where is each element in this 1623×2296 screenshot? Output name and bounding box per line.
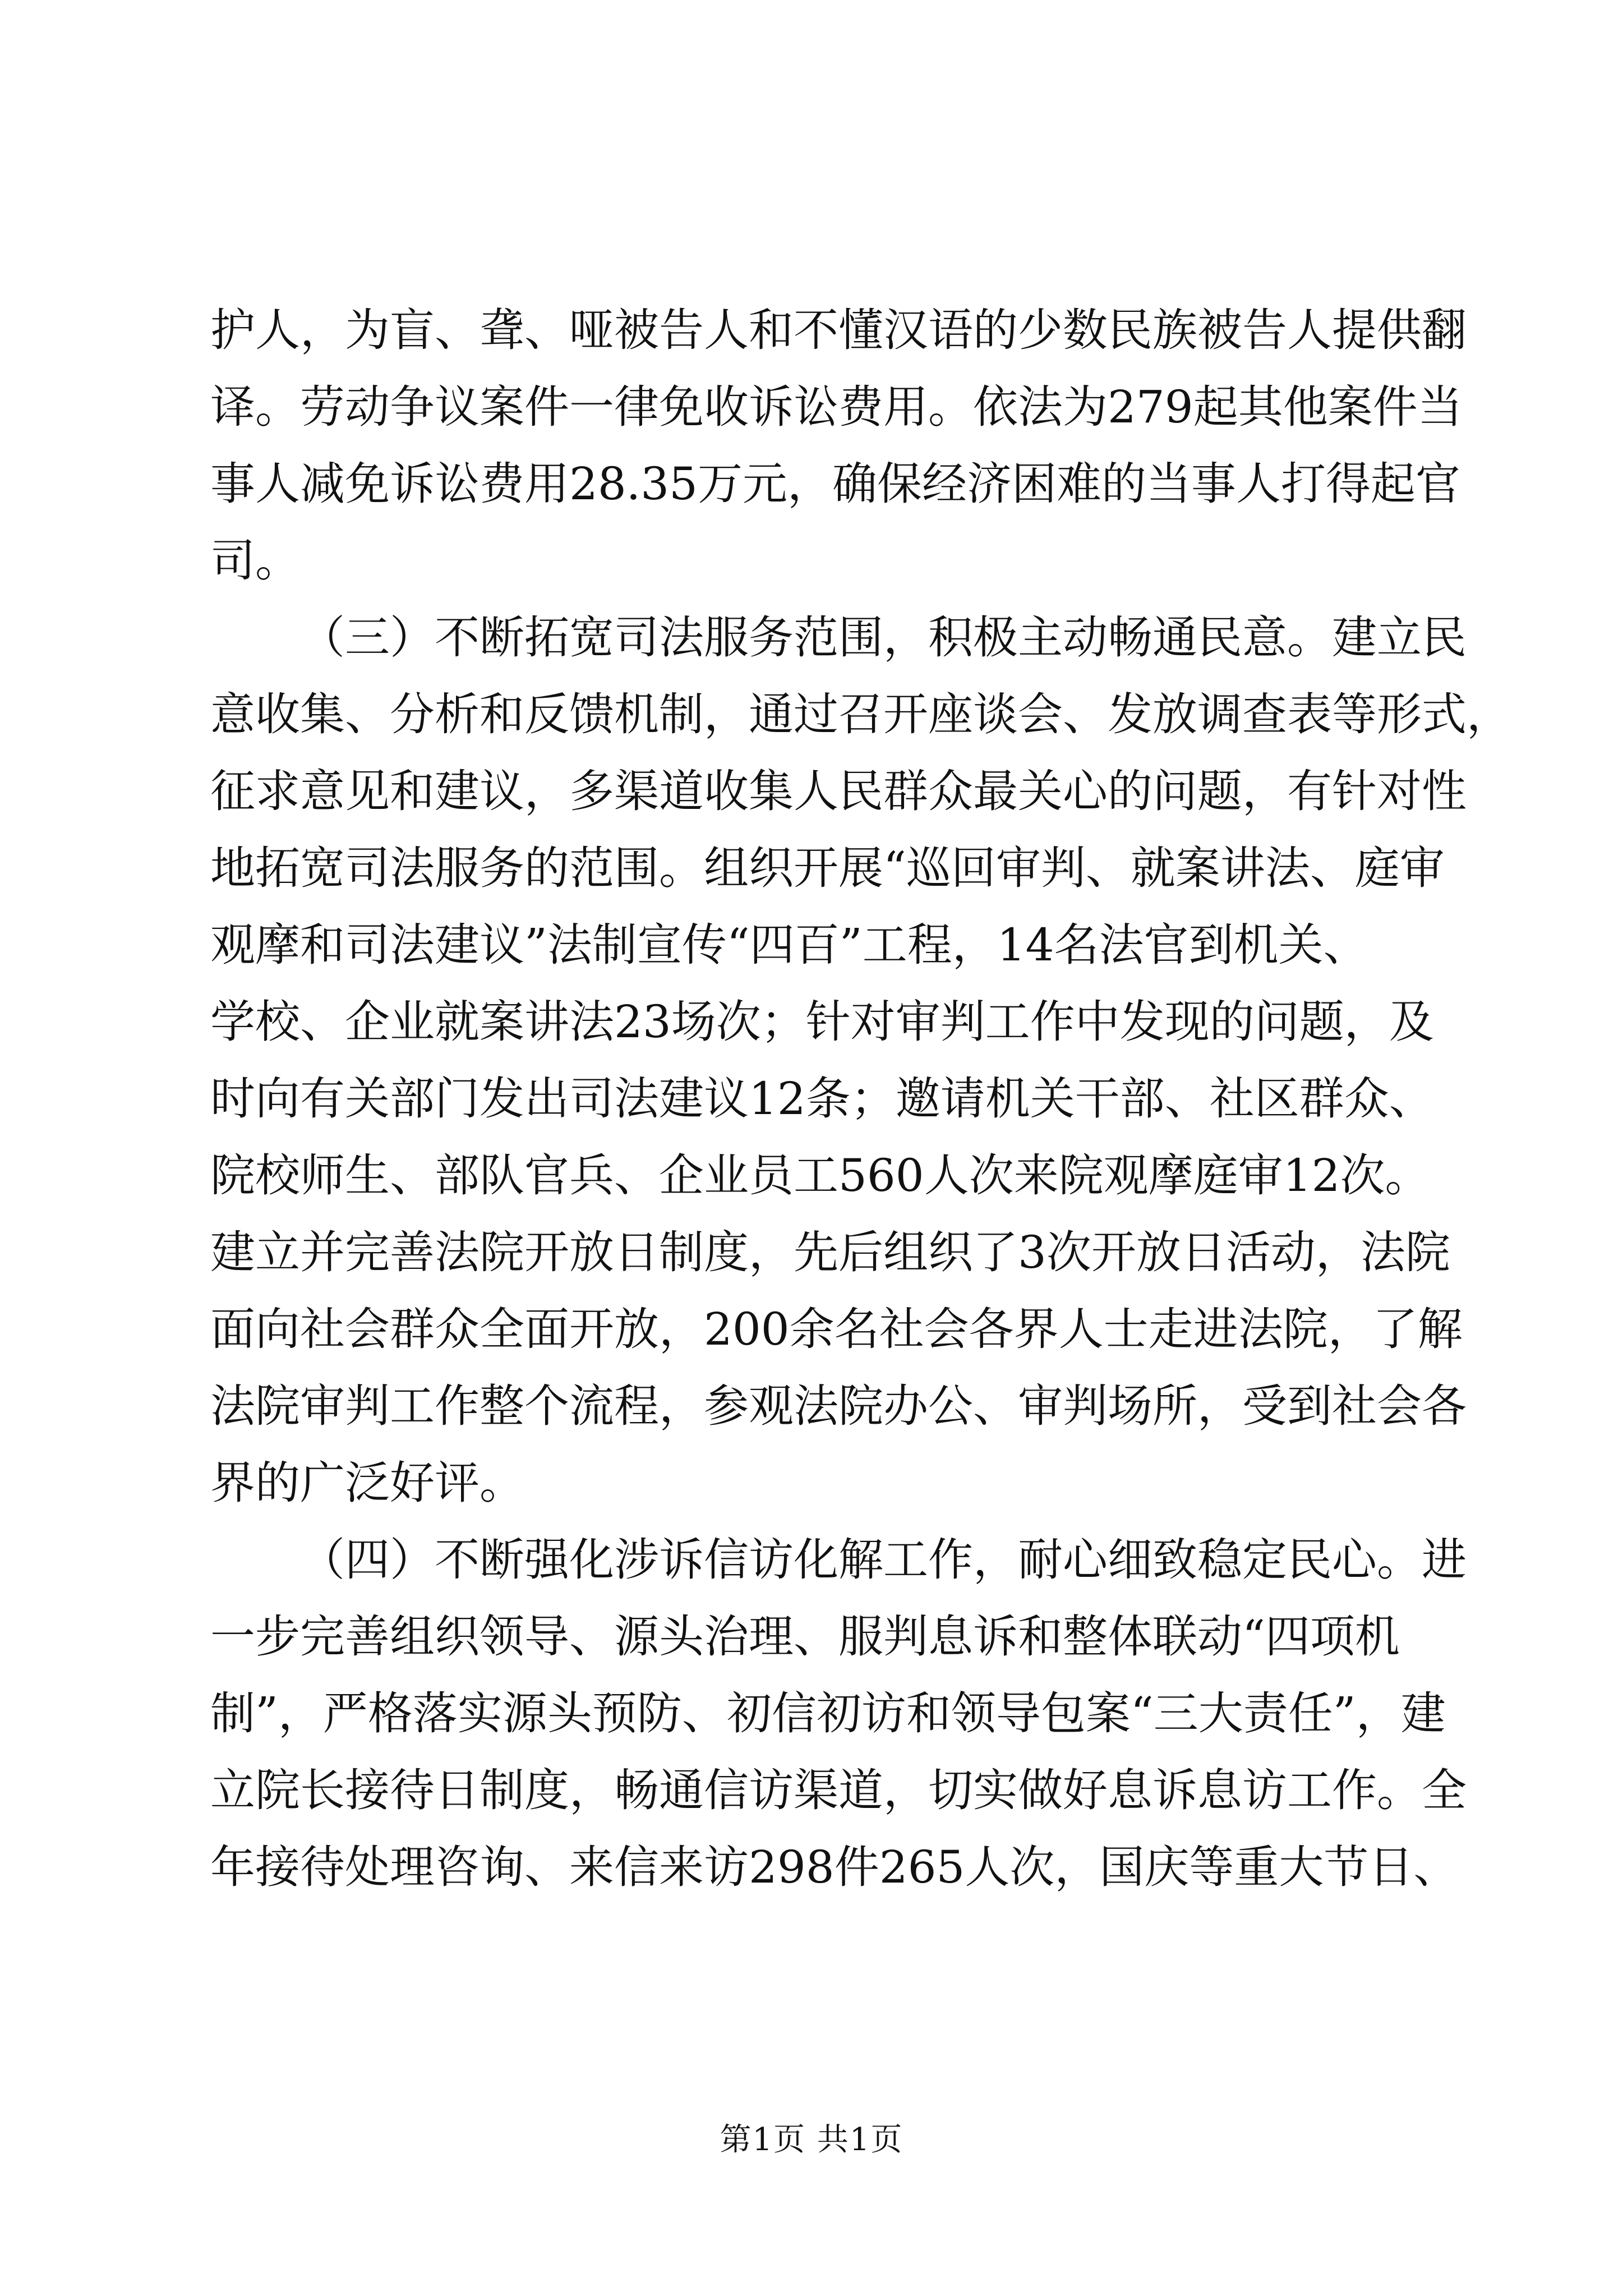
text-line: 译。劳动争议案件一律免收诉讼费用。依法为279起其他案件当 bbox=[210, 381, 1463, 433]
text-line: 面向社会群众全面开放，200余名社会各界人士走进法院，了解 bbox=[210, 1303, 1463, 1355]
text-line: 建立并完善法院开放日制度，先后组织了3次开放日活动，法院 bbox=[210, 1226, 1450, 1278]
text-line: 法院审判工作整个流程，参观法院办公、审判场所，受到社会各 bbox=[210, 1380, 1467, 1432]
text-line: 时向有关部门发出司法建议12条；邀请机关干部、社区群众、 bbox=[210, 1073, 1434, 1125]
text-line: 界的广泛好评。 bbox=[210, 1457, 524, 1509]
text-line: 护人，为盲、聋、哑被告人和不懂汉语的少数民族被告人提供翻 bbox=[210, 304, 1467, 356]
paragraph-heading-line: （四）不断强化涉诉信访化解工作，耐心细致稳定民心。进 bbox=[300, 1534, 1467, 1586]
text-line: 一步完善组织领导、源头治理、服判息诉和整体联动“四项机 bbox=[210, 1611, 1400, 1663]
document-body bbox=[210, 292, 1511, 1906]
text-line: 意收集、分析和反馈机制，通过召开座谈会、发放调查表等形式， bbox=[210, 688, 1511, 740]
text-line: 观摩和司法建议”法制宣传“四百”工程，14名法官到机关、 bbox=[210, 919, 1368, 971]
text-line: 学校、企业就案讲法23场次；针对审判工作中发现的问题，及 bbox=[210, 996, 1434, 1048]
paragraph-heading-line: （三）不断拓宽司法服务范围，积极主动畅通民意。建立民 bbox=[300, 611, 1467, 664]
text-line: 年接待处理咨询、来信来访298件265人次，国庆等重大节日、 bbox=[210, 1841, 1459, 1893]
text-line: 立院长接待日制度，畅通信访渠道，切实做好息诉息访工作。全 bbox=[210, 1764, 1467, 1816]
text-line: 院校师生、部队官兵、企业员工560人次来院观摩庭审12次。 bbox=[210, 1149, 1430, 1202]
text-line: 事人减免诉讼费用28.35万元，确保经济困难的当事人打得起官 bbox=[210, 458, 1461, 510]
text-line: 地拓宽司法服务的范围。组织开展“巡回审判、就案讲法、庭审 bbox=[210, 842, 1445, 894]
text-line: 司。 bbox=[210, 535, 300, 587]
page-footer bbox=[0, 2120, 1623, 2160]
page-number: 第1页 共1页 bbox=[720, 2122, 903, 2158]
text-line: 征求意见和建议，多渠道收集人民群众最关心的问题，有针对性 bbox=[210, 765, 1467, 817]
text-line: 制”，严格落实源头预防、初信初访和领导包案“三大责任”，建 bbox=[210, 1687, 1446, 1740]
